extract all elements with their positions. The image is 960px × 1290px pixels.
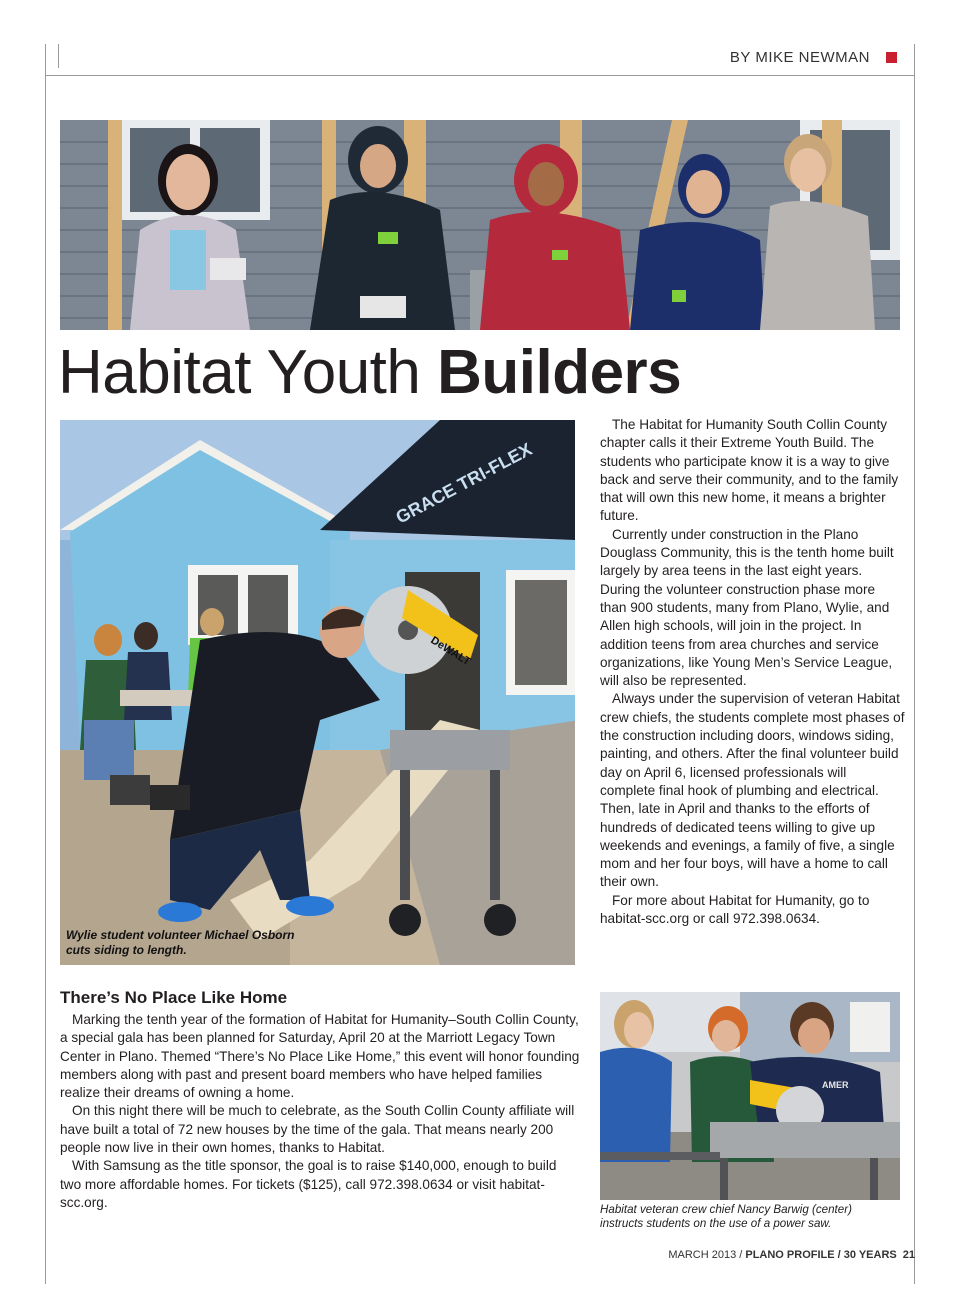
top-photo — [60, 120, 900, 330]
right-margin-rule — [914, 44, 915, 1284]
small-caption-line-2: instructs students on the use of a power saw. — [600, 1217, 832, 1230]
paragraph: Currently under construction in the Plano Douglass Community, this is the tenth home built largely by area teens in the last eight years. During the volunteer construction phase more than 900 students, many from Plano, Wylie, and Allen high schools, will join in the project. In addition teens from area churches and service organizations, like Young Men’s Service League, will also be represented. — [600, 526, 894, 689]
footer-magazine: PLANO PROFILE / 30 YEARS — [745, 1249, 897, 1261]
top-rule — [45, 75, 915, 76]
page-number: 21 — [902, 1249, 915, 1261]
footer-date: MARCH 2013 / — [668, 1249, 746, 1261]
paragraph: Always under the supervision of veteran Habitat crew chiefs, the students complete most phases of the construction including doors, windows siding, painting, and others. After the final volunteer build day on April 6, licensed professionals will complete final hook of plumbing and electrical. Then, late in April and thanks to the efforts of hundreds of dedicated teens willing to give up weekends and evenings, a family of five, a single mom and her four boys, will have a home to call their own. — [600, 691, 905, 890]
paragraph: For more about Habitat for Humanity, go to habitat-scc.org or call 972.398.0634. — [600, 892, 870, 927]
main-photo-caption — [66, 928, 326, 958]
small-photo-caption — [600, 1203, 900, 1231]
main-caption-line-1: Wylie student volunteer Michael Osborn — [66, 928, 295, 942]
section-subhead: There’s No Place Like Home — [60, 988, 288, 1007]
main-caption-line-2: cuts siding to length. — [66, 943, 187, 957]
page-footer — [668, 1249, 915, 1261]
right-column-article — [600, 416, 905, 928]
headline-bold: Builders — [437, 338, 682, 407]
dewalt-label: DeWALT — [428, 634, 473, 669]
small-caption-line-1: Habitat veteran crew chief Nancy Barwig (center) — [600, 1203, 852, 1216]
paragraph: With Samsung as the title sponsor, the goal is to raise $140,000, enough to build two more affordable homes. For tickets ($125), call 972.398.0634 or visit habitat-scc.org. — [60, 1158, 557, 1210]
paragraph: On this night there will be much to celebrate, as the South Collin County affiliate will have built a total of 72 new houses by the time of the gala. That means nearly 200 people now live in their own homes, thanks to Habitat. — [60, 1103, 575, 1156]
left-margin-rule — [45, 44, 46, 1284]
headline — [58, 338, 682, 407]
grace-wrap-label: GRACE TRI-FLEX — [392, 438, 536, 528]
left-column-article — [60, 1011, 580, 1212]
paragraph: The Habitat for Humanity South Collin County chapter calls it their Extreme Youth Build. The students who participate know it is a way to give back and serve their community, and to the family that will own this new home, it means a brighter future. — [600, 417, 899, 524]
byline: BY MIKE NEWMAN — [729, 49, 870, 66]
small-photo — [600, 992, 900, 1200]
headline-regular: Habitat Youth — [58, 338, 438, 407]
paragraph: Marking the tenth year of the formation of Habitat for Humanity–South Collin County, a special gala has been planned for Saturday, April 20 at the Marriott Legacy Town Center in Plano. Themed “There’s No Place Like Home,” this event will honor founding members along with past and present board members who have helped families realize their dreams of owning a home. — [60, 1012, 580, 1101]
left-margin-tick — [58, 44, 59, 68]
byline-square-icon — [886, 52, 897, 63]
shirt-text: AMER — [822, 1080, 849, 1090]
main-photo — [60, 420, 575, 965]
